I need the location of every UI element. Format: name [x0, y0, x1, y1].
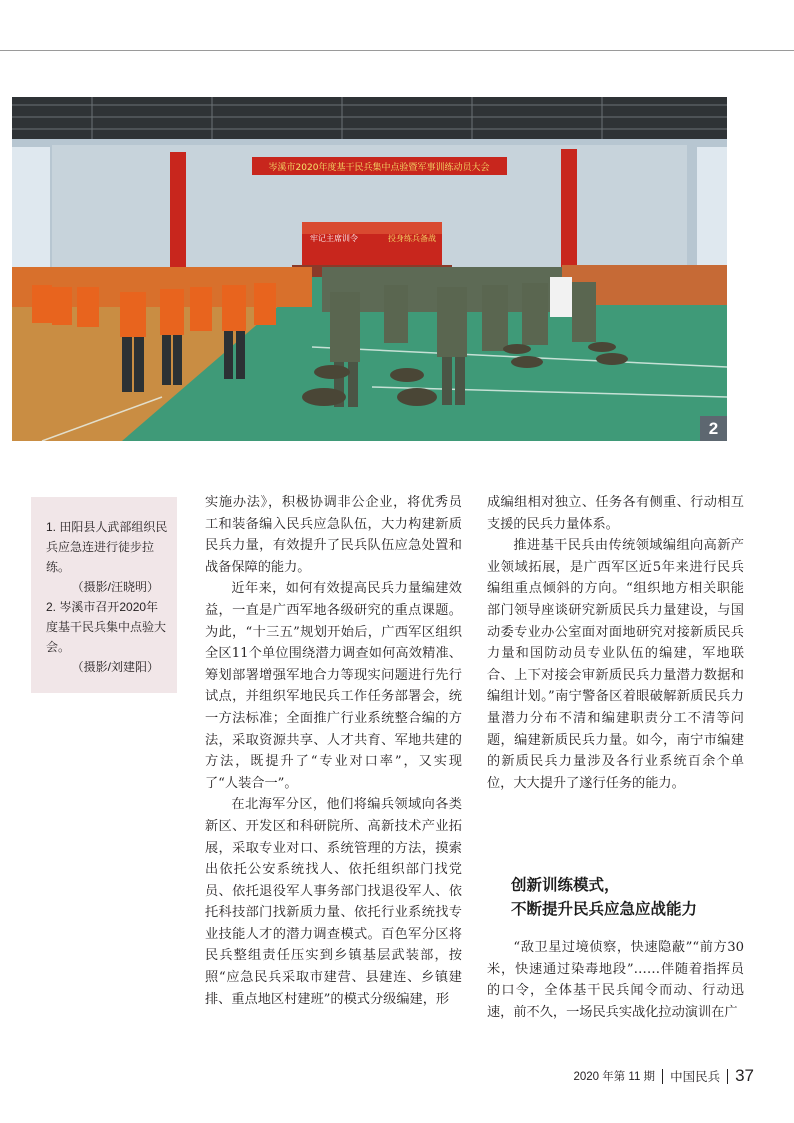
top-banner-text: 岑溪市2020年度基干民兵集中点验暨军事训练动员大会 — [268, 163, 490, 173]
stage-banner-right: 投身练兵备战 — [388, 234, 436, 243]
paragraph: 在北海军分区，他们将编兵领域向各类新区、开发区和科研院所、高新技术产业拓展，采取专业对口、系统管理的方法，摸索出依托公安系统找人、依托组织部门找党员、依托退役军人事务部门找退役军人、依托科技部门找新质力量、依托行业系统找专业技能人才的潜力调查模式。百色军分区将民兵整组责任压实到乡镇基层武装部，按照“应急民兵采取市建营、县建连、乡镇建排、重点地区村建班”的模式分级编建，形 — [205, 797, 462, 1007]
paragraph: 成编组相对独立、任务各有侧重、行动相互支援的民兵力量体系。 — [487, 495, 744, 532]
body-column-1 — [205, 492, 462, 1010]
stage-banner-left: 牢记主席训令 — [310, 234, 358, 243]
photo-caption-box — [31, 497, 177, 693]
subheading-line-1: 创新训练模式， — [511, 876, 620, 894]
body-column-2-continued — [487, 937, 744, 1023]
caption-credit-1: （摄影/汪晓明） — [71, 580, 159, 594]
photo-number-badge: 2 — [700, 416, 727, 441]
caption-line-1: 1. 田阳县人武部组织民兵应急连进行徒步拉练。 — [46, 520, 168, 574]
paragraph: 实施办法》，积极协调非公企业，将优秀员工和装备编入民兵应急队伍，大力构建新质民兵力量，有效提升了民兵队伍应急处置和战备保障的能力。 — [205, 495, 462, 575]
issue-label: 2020 年第 11 期 — [573, 1071, 656, 1083]
footer-divider — [662, 1069, 663, 1084]
subheading-line-2: 不断提升民兵应急应战能力 — [511, 900, 698, 918]
magazine-name: 中国民兵 — [670, 1069, 721, 1084]
paragraph: 近年来，如何有效提高民兵力量编建效益，一直是广西军地各级研究的重点课题。为此，“十三五”规划开始后，广西军区组织全区11个单位围绕潜力调查如何高效精准、筹划部署增强军地合力等现实问题进行先行试点，并组织军地民兵工作任务部署会，统一方法标准；全面推广行业系统整合编的方法，采取资源共享、人才共育、军地共建的方法，既提升了“专业对口率”，又实现了“人装合一”。 — [205, 581, 462, 791]
page-footer — [573, 1065, 754, 1087]
paragraph: “敌卫星过境侦察，快速隐蔽”“前方30米，快速通过染毒地段”……伴随着指挥员的口令，全体基干民兵闻令而动、行动迅速，前不久，一场民兵实战化拉动演训在广 — [487, 940, 744, 1020]
section-subheading — [511, 873, 751, 921]
photo-militia-assembly — [12, 97, 727, 441]
paragraph: 推进基干民兵由传统领域编组向高新产业领域拓展，是广西军区近5年来进行民兵编组重点倾斜的方向。“组织地方相关职能部门领导座谈研究新质民兵力量建设，与国动委专业办公室面对面地研究对接新质民兵力量和国防动员专业队伍的编建，军地联合、上下对接会审新质民兵力量潜力数据和编组计划。”南宁警备区着眼破解新质民兵力量潜力分布不清和编建职责分工不清等问题，编建新质民兵力量。如今，南宁市编建的新质民兵力量涉及各行业系统百余个单位，大大提升了遂行任务的能力。 — [487, 538, 744, 791]
photo-illustration — [12, 97, 727, 441]
page-number: 37 — [735, 1066, 754, 1085]
caption-line-2: 2. 岑溪市召开2020年度基干民兵集中点验大会。 — [46, 600, 167, 654]
footer-divider — [727, 1069, 728, 1084]
body-column-2 — [487, 492, 744, 794]
caption-credit-2: （摄影/刘建阳） — [71, 660, 159, 674]
top-rule — [0, 50, 794, 51]
